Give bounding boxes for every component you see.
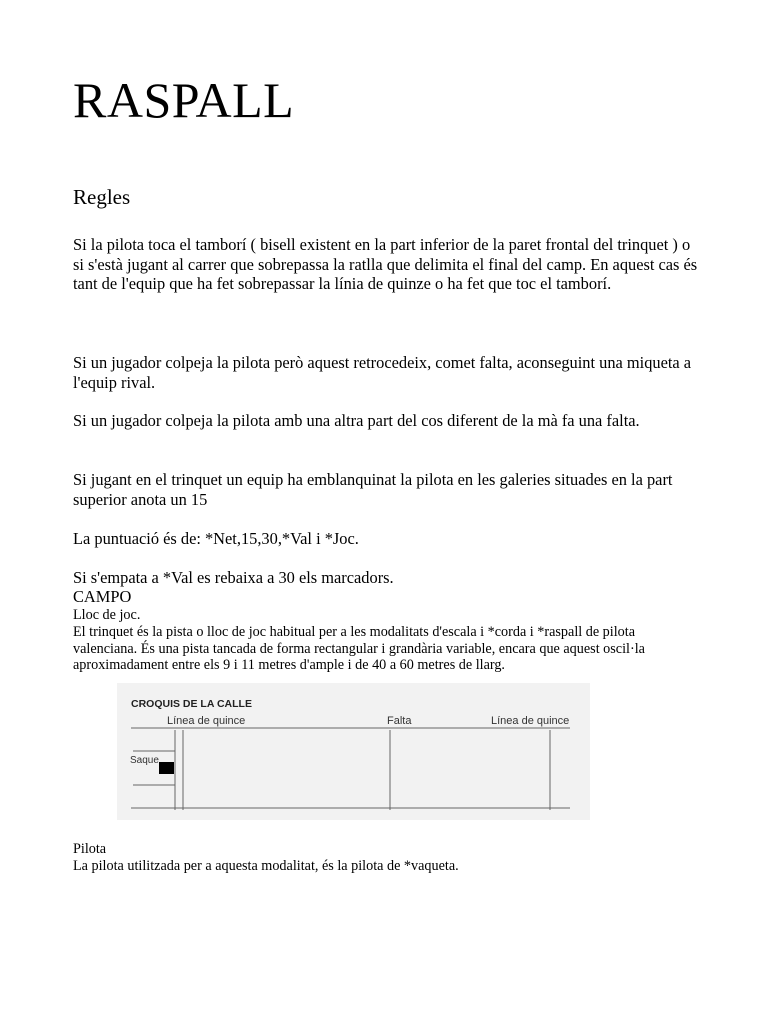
rule-paragraph: Si s'empata a *Val es rebaixa a 30 els marcadors. xyxy=(73,568,394,587)
rule-paragraph: Si jugant en el trinquet un equip ha emblanquinat la pilota en les galeries situades en la part superior anota un 15 xyxy=(73,470,673,509)
sketch-label-serve: Saque xyxy=(130,755,159,766)
rule-paragraph: La puntuació és de: *Net,15,30,*Val i *Joc. xyxy=(73,529,359,548)
sketch-label-left: Línea de quince xyxy=(167,715,246,727)
rule-paragraph: Si un jugador colpeja la pilota amb una altra part del cos diferent de la mà fa una falta. xyxy=(73,411,640,430)
pilota-heading: Pilota xyxy=(73,841,107,857)
sketch-label-mid: Falta xyxy=(387,715,412,727)
court-lines xyxy=(131,728,570,810)
campo-heading: CAMPO xyxy=(73,587,132,606)
sketch-label-right: Línea de quince xyxy=(491,715,570,727)
serve-marker xyxy=(159,762,174,774)
pilota-text: La pilota utilitzada per a aquesta modalitat, és la pilota de *vaqueta. xyxy=(73,858,459,874)
rule-paragraph: Si un jugador colpeja la pilota però aquest retrocedeix, comet falta, aconseguint una miqueta a l'equip rival. xyxy=(73,353,692,392)
rule-paragraph: Si la pilota toca el tamborí ( bisell existent en la part inferior de la paret frontal del trinquet ) o si s'està jugant al carrer que sobrepassa la ratlla que delimita el final del camp. En aquest cas és tant de l'equip que ha fet sobrepassar la línia de quinze o ha fet que toc el tamborí. xyxy=(73,235,698,294)
rules-heading: Regles xyxy=(73,185,131,209)
campo-subheading: Lloc de joc. xyxy=(73,607,141,623)
court-sketch-image xyxy=(117,683,590,820)
campo-text: El trinquet és la pista o lloc de joc habitual per a les modalitats d'escala i *corda i *raspall de pilota valenciana. És una pista tancada de forma rectangular i grandària variable, encara que aquest oscil·la aproximadament entre els 9 i 11 metres d'ample i de 40 a 60 metres de llarg. xyxy=(73,624,645,674)
court-sketch-diagram xyxy=(117,683,590,820)
page-title: RASPALL xyxy=(73,72,295,128)
sketch-title: CROQUIS DE LA CALLE xyxy=(131,698,252,710)
